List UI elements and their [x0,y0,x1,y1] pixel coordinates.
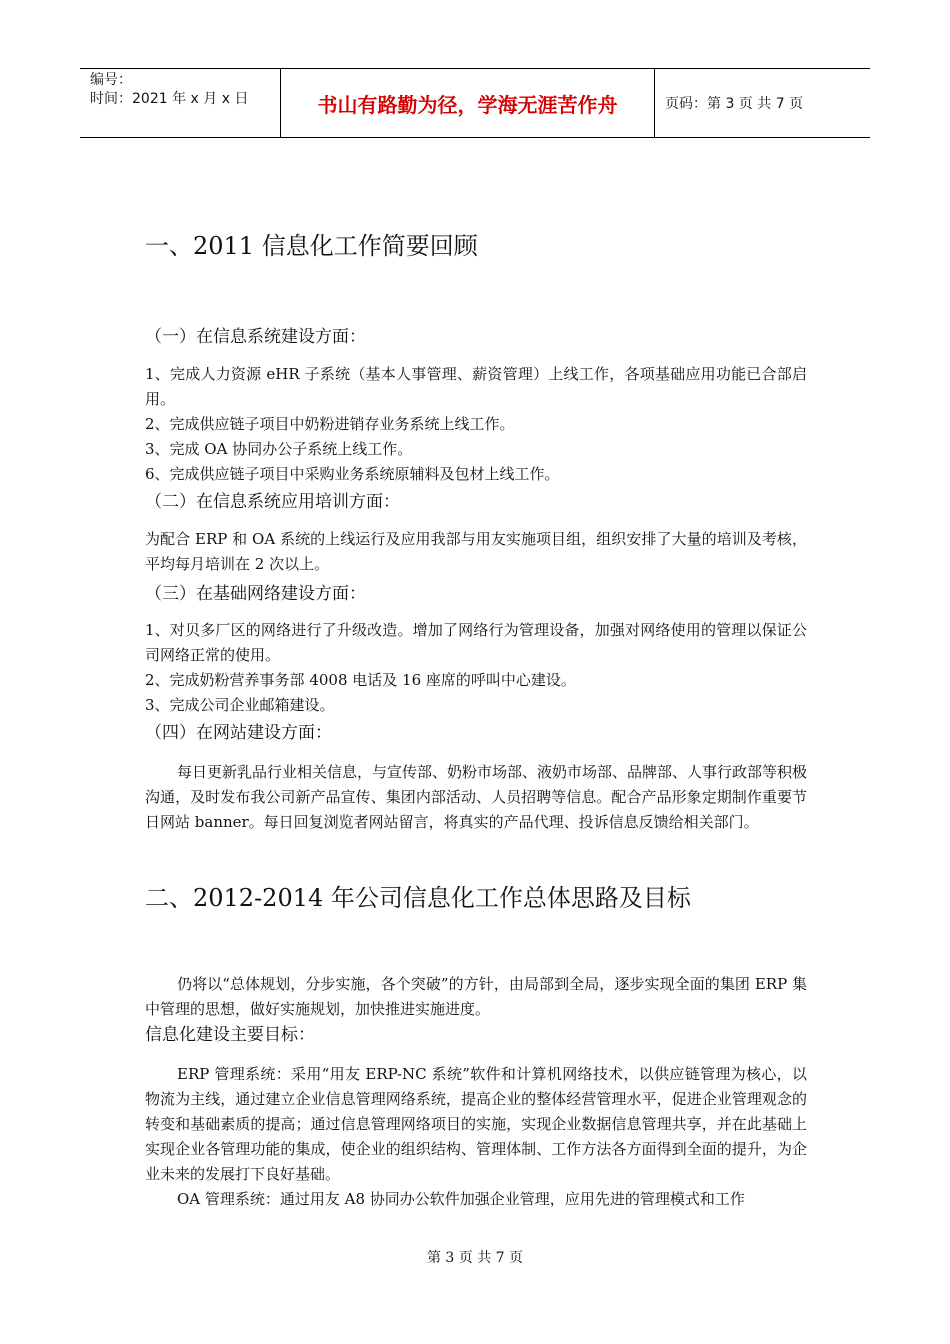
header-table [80,68,870,138]
section1-sub4-text: 每日更新乳品行业相关信息，与宣传部、奶粉市场部、液奶市场部、品牌部、人事行政部等积极沟通，及时发布我公司新产品宣传、集团内部活动、人员招聘等信息。配合产品形象定期制作重要节日网站 banner。每日回复浏览者网站留言，将真实的产品代理、投诉信息反馈给相关部门。 [145,763,808,831]
section1-sub3-item-2: 2、完成奶粉营养事务部 4008 电话及 16 座席的呼叫中心建设。 [145,671,576,689]
section2-title: 二、2012-2014 年公司信息化工作总体思路及目标 [145,884,691,912]
section2-oa-goal: OA 管理系统：通过用友 A8 协同办公软件加强企业管理，应用先进的管理模式和工作 [177,1190,745,1208]
document-number-label: 编号： [90,72,132,88]
section1-sub2-text: 为配合 ERP 和 OA 系统的上线运行及应用我部与用友实施项目组，组织安排了大量的培训及考核，平均每月培训在 2 次以上。 [145,530,807,573]
section1-sub1-heading: （一）在信息系统建设方面： [145,327,366,347]
section2-intro: 仍将以“总体规划，分步实施，各个突破”的方针，由局部到全局，逐步实现全面的集团 ERP 集中管理的思想，做好实施规划，加快推进实施进度。 [145,975,807,1018]
section1-sub1-item-1: 1、完成人力资源 eHR 子系统（基本人事管理、薪资管理）上线工作，各项基础应用功能已合部启用。 [145,365,807,408]
section1-sub1-item-3: 3、完成 OA 协同办公子系统上线工作。 [145,440,413,458]
section1-sub3-heading: （三）在基础网络建设方面： [145,584,366,604]
section1-sub1-item-4: 6、完成供应链子项目中采购业务系统原辅料及包材上线工作。 [145,465,560,483]
section1-title: 一、2011 信息化工作简要回顾 [145,232,478,260]
header-left-cell [80,69,280,137]
section2-erp-goal: ERP 管理系统：采用“用友 ERP-NC 系统”软件和计算机网络技术，以供应链管理为核心，以物流为主线，通过建立企业信息管理网络系统，提高企业的整体经营管理水平，促进企业管理观念的转变和基础素质的提高；通过信息管理网络项目的实施，实现企业数据信息管理共享，并在此基础上实现企业各管理功能的集成，使企业的组织结构、管理体制、工作方法各方面得到全面的提升，为企业未来的发展打下良好基础。 [145,1065,807,1183]
document-time-label: 时间：2021 年 x 月 x 日 [90,91,249,107]
section2-goals-heading: 信息化建设主要目标： [145,1025,315,1045]
header-page-code: 页码：第 3 页 共 7 页 [665,96,804,112]
section1-sub4-heading: （四）在网站建设方面： [145,723,332,743]
section1-sub3-item-3: 3、完成公司企业邮箱建设。 [145,696,335,714]
section1-sub2-heading: （二）在信息系统应用培训方面： [145,492,400,512]
section1-sub3-item-1: 1、对贝多厂区的网络进行了升级改造。增加了网络行为管理设备，加强对网络使用的管理以保证公司网络正常的使用。 [145,621,807,664]
section1-sub1-item-2: 2、完成供应链子项目中奶粉进销存业务系统上线工作。 [145,415,515,433]
page-footer: 第 3 页 共 7 页 [426,1250,524,1266]
header-motto: 书山有路勤为径，学海无涯苦作舟 [280,69,655,137]
